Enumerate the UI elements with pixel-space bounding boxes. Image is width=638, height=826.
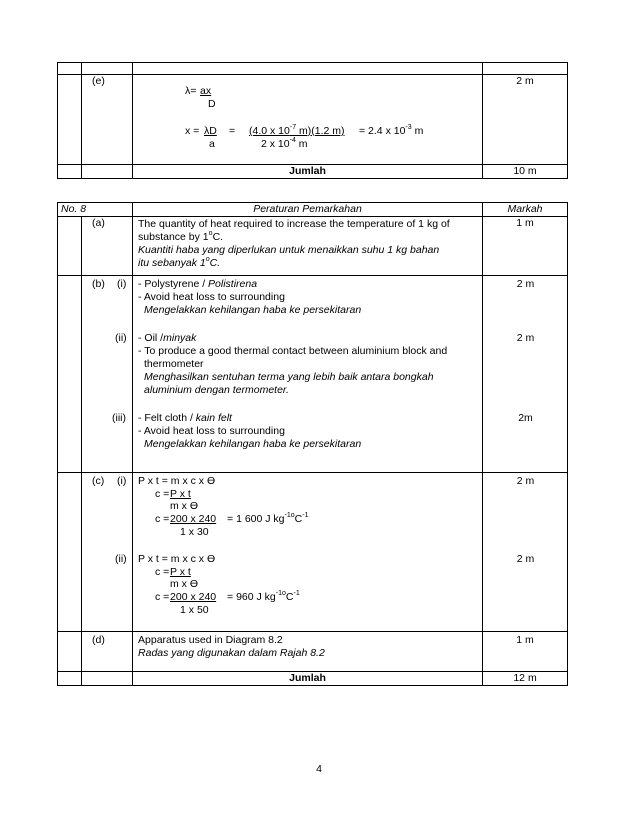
header-no: No. 8	[58, 203, 133, 217]
page-number: 4	[316, 763, 322, 775]
part-a-label: (a)	[82, 217, 133, 276]
total-label: Jumlah	[133, 165, 483, 179]
part-a-mark: 1 m	[483, 217, 568, 276]
total-mark: 12 m	[483, 672, 568, 686]
part-b-marks: 2 m 2 m 2m	[483, 276, 568, 473]
part-d-mark: 1 m	[483, 632, 568, 672]
mark-cell: 2 m	[483, 75, 568, 165]
part-d-label: (d)	[82, 632, 133, 672]
part-label: (e)	[82, 75, 133, 165]
wavelength-working: λ= ax D x = λD a = (4.0 x $10^{-7}$ m)(1.2 m) 2 x $10^{-4}$ m = 2.4 x $10^{-3}$ m	[133, 75, 483, 165]
part-c-marks: 2 m 2 m	[483, 473, 568, 632]
header-scheme: Peraturan Pemarkahan	[133, 203, 483, 217]
part-b-answer: - Polystyrene / Polistirena - Avoid heat loss to surrounding Mengelakkan kehilangan haba ke persekitaran - Oil /minyak - To produce a good thermal contact between aluminium block and thermometer Menghasilkan sentuhan terma yang lebih baik antara bongkah aluminium dengan termometer. - Felt cloth / kain felt - Avoid heat loss to surrounding Mengelakkan kehilangan haba ke persekitaran	[133, 276, 483, 473]
marking-table-question-8	[57, 202, 568, 686]
part-c-answer: P x t = m x c x Ө c = P x t m x Ө c = 200 x 240 = 1 600 J $kg^{-1o}C^{-1}$ 1 x 30 P x t = m x c x Ө c = P x t m x Ө c = 200 x 240 = 960 J $kg^{-1o}C^{-1}$ 1 x 50	[133, 473, 483, 632]
part-d-answer: Apparatus used in Diagram 8.2 Radas yang digunakan dalam Rajah 8.2	[133, 632, 483, 672]
part-b-label: (b) (i) (ii) (iii)	[82, 276, 133, 473]
part-c-label: (c) (i) (ii)	[82, 473, 133, 632]
total-mark: 10 m	[483, 165, 568, 179]
part-a-answer: The quantity of heat required to increase the temperature of 1 kg of substance by 1$^o$C. Kuantiti haba yang diperlukan untuk menaikkan suhu 1 kg bahan itu sebanyak 1$^o$C.	[133, 217, 483, 276]
marking-table-part-e	[57, 62, 568, 179]
header-marks: Markah	[483, 203, 568, 217]
total-label: Jumlah	[133, 672, 483, 686]
